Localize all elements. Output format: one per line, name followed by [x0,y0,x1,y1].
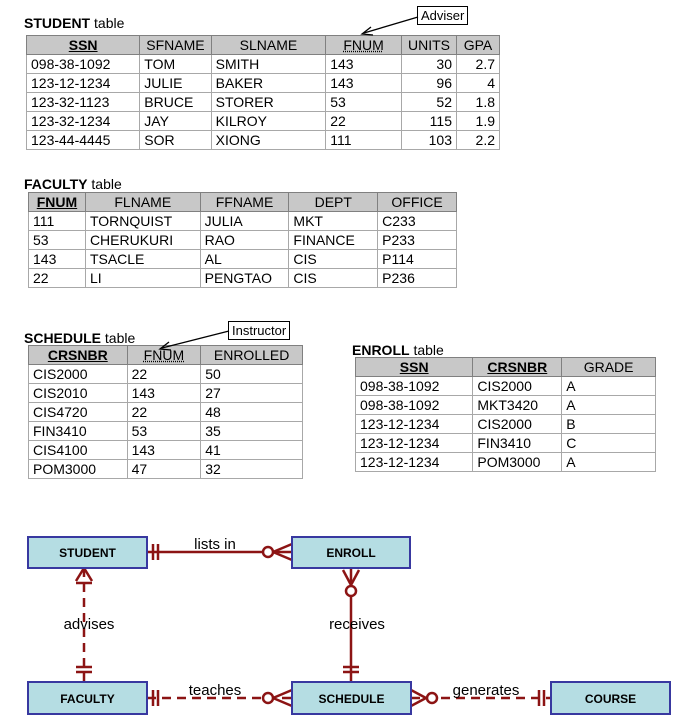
faculty-col-dept: DEPT [289,193,378,212]
table-row: CIS2000 22 50 [29,365,303,384]
adviser-callout: Adviser [417,6,468,25]
svg-text:COURSE: COURSE [584,692,637,706]
enroll-col-ssn: SSN [356,358,473,377]
table-row: 123-12-1234 CIS2000 B [356,415,656,434]
entity-student [28,537,147,568]
table-row: 53 CHERUKURI RAO FINANCE P233 [29,231,457,250]
receives-label: receives [329,616,385,633]
schedule-col-crsnbr: CRSNBR [29,346,128,365]
table-row: POM3000 47 32 [29,460,303,479]
enroll-col-grade: GRADE [562,358,656,377]
faculty-col-flname: FLNAME [85,193,200,212]
svg-text:ENROLL: ENROLL [326,546,376,560]
entity-schedule [292,682,411,714]
enroll-col-crsnbr: CRSNBR [473,358,562,377]
table-row: 098-38-1092 TOM SMITH 143 30 2.7 [27,55,500,74]
faculty-col-fnum: FNUM [29,193,86,212]
faculty-col-ffname: FFNAME [200,193,289,212]
schedule-col-enrolled: ENROLLED [201,346,303,365]
student-table-caption: STUDENT table [24,15,125,31]
instructor-callout: Instructor [228,321,290,340]
table-row: 22 LI PENGTAO CIS P236 [29,269,457,288]
table-row: CIS2010 143 27 [29,384,303,403]
student-col-sfname: SFNAME [140,36,211,55]
teaches-label: teaches [188,682,242,699]
student-col-slname: SLNAME [211,36,326,55]
table-row: 098-38-1092 CIS2000 A [356,377,656,396]
faculty-table-caption: FACULTY table [24,176,122,192]
entity-course [551,682,670,714]
student-col-units: UNITS [401,36,456,55]
table-row: 111 TORNQUIST JULIA MKT C233 [29,212,457,231]
table-row: 123-12-1234 FIN3410 C [356,434,656,453]
entity-faculty [28,682,147,714]
entity-enroll [292,537,410,568]
enroll-table-caption: ENROLL table [352,342,444,358]
student-col-gpa: GPA [456,36,499,55]
svg-text:SCHEDULE: SCHEDULE [318,692,385,706]
table-row: 123-32-1234 JAY KILROY 22 115 1.9 [27,112,500,131]
svg-text:STUDENT: STUDENT [59,546,116,560]
faculty-col-office: OFFICE [378,193,457,212]
student-col-ssn: SSN [27,36,140,55]
schedule-col-fnum: FNUM [127,346,201,365]
advises-label: advises [63,616,115,633]
table-row: 098-38-1092 MKT3420 A [356,396,656,415]
generates-label: generates [452,682,520,699]
table-row: CIS4720 22 48 [29,403,303,422]
table-row: CIS4100 143 41 [29,441,303,460]
table-row: FIN3410 53 35 [29,422,303,441]
svg-text:FACULTY: FACULTY [60,692,115,706]
table-row: 123-32-1123 BRUCE STORER 53 52 1.8 [27,93,500,112]
table-row: 123-44-4445 SOR XIONG 111 103 2.2 [27,131,500,150]
table-row: 143 TSACLE AL CIS P114 [29,250,457,269]
student-col-fnum: FNUM [326,36,402,55]
schedule-table-caption: SCHEDULE table [24,330,136,346]
lists-in-label: lists in [194,536,236,553]
table-row: 123-12-1234 JULIE BAKER 143 96 4 [27,74,500,93]
table-row: 123-12-1234 POM3000 A [356,453,656,472]
